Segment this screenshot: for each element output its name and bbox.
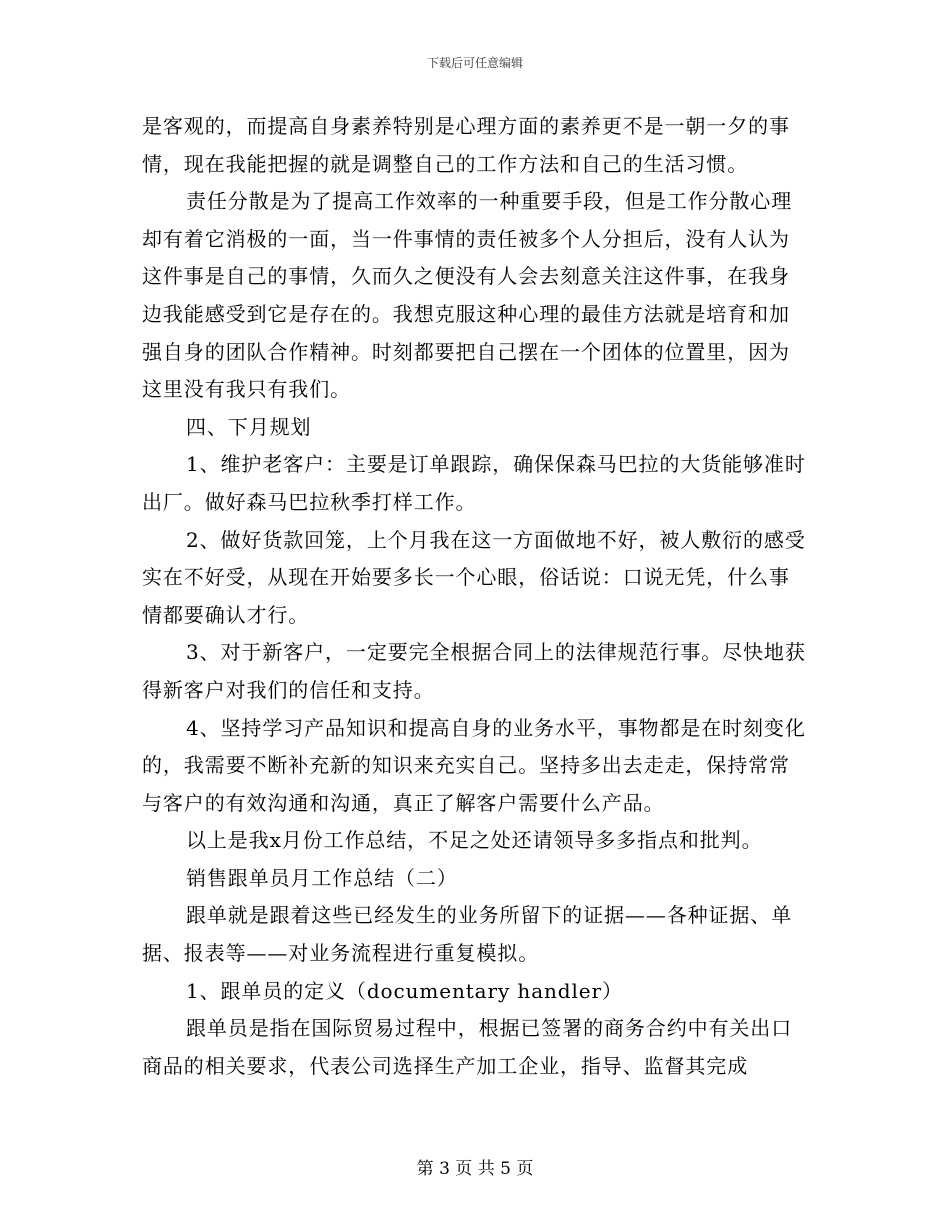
list-item: 1、维护老客户：主要是订单跟踪，确保保森马巴拉的大货能够准时出厂。做好森马巴拉秋季打样工作。 [142,452,806,514]
list-item: 2、做好货款回笼，上个月我在这一方面做地不好，被人敷衍的感受实在不好受，从现在开始要多长一个心眼，俗话说：口说无凭，什么事情都要确认才行。 [142,527,806,627]
list-item: 1、跟单员的定义（documentary handler） [186,978,623,1003]
section-title: 销售跟单员月工作总结（二） [186,865,458,890]
paragraph: 跟单员是指在国际贸易过程中，根据已签署的商务合约中有关出口商品的相关要求，代表公司选择生产加工企业，指导、监督其完成 [142,1016,793,1078]
page-header: 下载后可任意编辑 [426,56,523,70]
list-item: 4、坚持学习产品知识和提高自身的业务水平，事物都是在时刻变化的，我需要不断补充新的知识来充实自己。坚持多出去走走，保持常常与客户的有效沟通和沟通，真正了解客户需要什么产品。 [142,715,806,815]
paragraph: 责任分散是为了提高工作效率的一种重要手段，但是工作分散心理却有着它消极的一面，当一件事情的责任被多个人分担后，没有人认为这件事是自己的事情，久而久之便没有人会去刻意关注这件事，在我身边我能感受到它是存在的。我想克服这种心理的最佳方法就是培育和加强自身的团队合作精神。时刻都要把自己摆在一个团体的位置里，因为这里没有我只有我们。 [142,189,793,402]
paragraph: 是客观的，而提高自身素养特别是心理方面的素养更不是一朝一夕的事情，现在我能把握的就是调整自己的工作方法和自己的生活习惯。 [142,114,790,176]
page-footer: 第 3 页 共 5 页 [416,1159,534,1179]
section-heading: 四、下月规划 [186,414,312,439]
document-body [142,108,810,1085]
paragraph: 跟单就是跟着这些已经发生的业务所留下的证据——各种证据、单据、报表等——对业务流程进行重复模拟。 [142,903,793,966]
list-item: 3、对于新客户，一定要完全根据合同上的法律规范行事。尽快地获得新客户对我们的信任和支持。 [142,640,806,702]
paragraph: 以上是我x月份工作总结，不足之处还请领导多多指点和批判。 [186,828,763,853]
